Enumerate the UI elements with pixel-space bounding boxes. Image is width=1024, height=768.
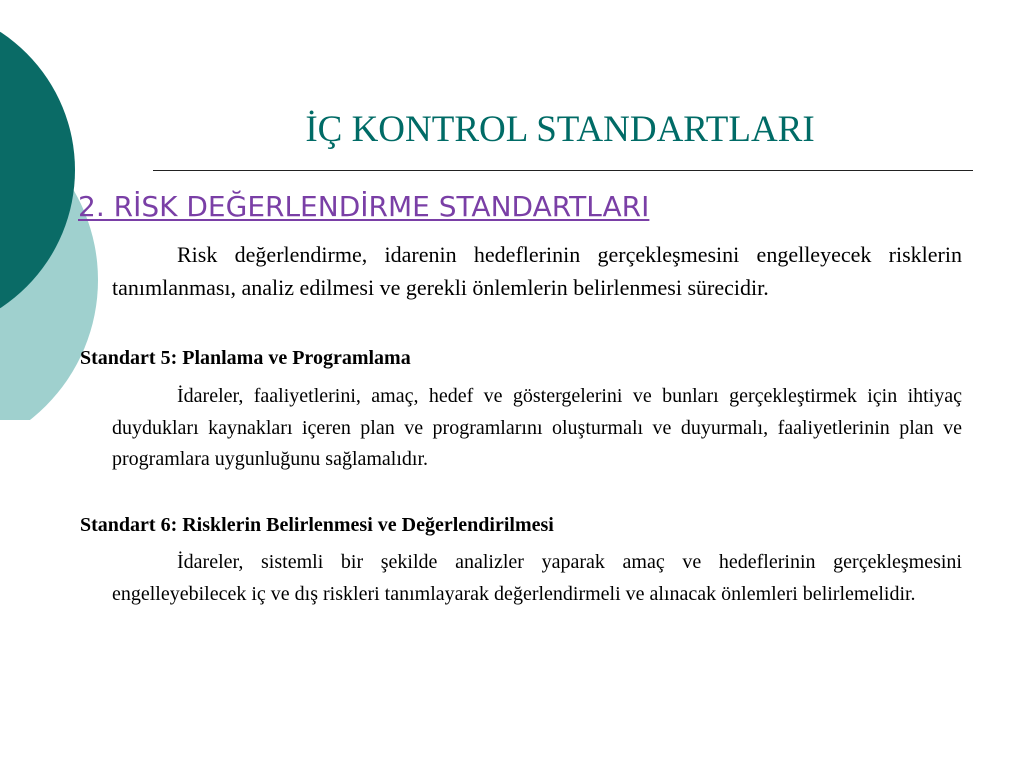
standard-5-title: Standart 5: Planlama ve Programlama xyxy=(80,347,411,369)
slide-title: İÇ KONTROL STANDARTLARI xyxy=(305,109,815,150)
standard-5-text: İdareler, faaliyetlerini, amaç, hedef ve göstergelerini ve bunları gerçekleştirmek için ihtiyaç duydukları kaynakları içeren plan ve programlarını oluşturmalı ve duyurmalı, faaliyetlerinin plan ve programlara uygunluğunu sağlamalıdır. xyxy=(112,385,962,470)
intro-paragraph: Risk değerlendirme, idarenin hedeflerinin gerçekleşmesini engelleyecek risklerin tanımlanması, analiz edilmesi ve gerekli önlemlerin belirlenmesi sürecidir. xyxy=(112,242,962,300)
standard-6-text: İdareler, sistemli bir şekilde analizler yaparak amaç ve hedeflerinin gerçekleşmesini engelleyebilecek iç ve dış riskleri tanımlayarak değerlendirmeli ve alınacak önlemleri belirlemelidir. xyxy=(112,551,962,605)
section-heading: 2. RİSK DEĞERLENDİRME STANDARTLARI xyxy=(78,190,650,223)
standard-6-title: Standart 6: Risklerin Belirlenmesi ve Değerlendirilmesi xyxy=(80,514,554,536)
title-divider xyxy=(153,170,973,171)
